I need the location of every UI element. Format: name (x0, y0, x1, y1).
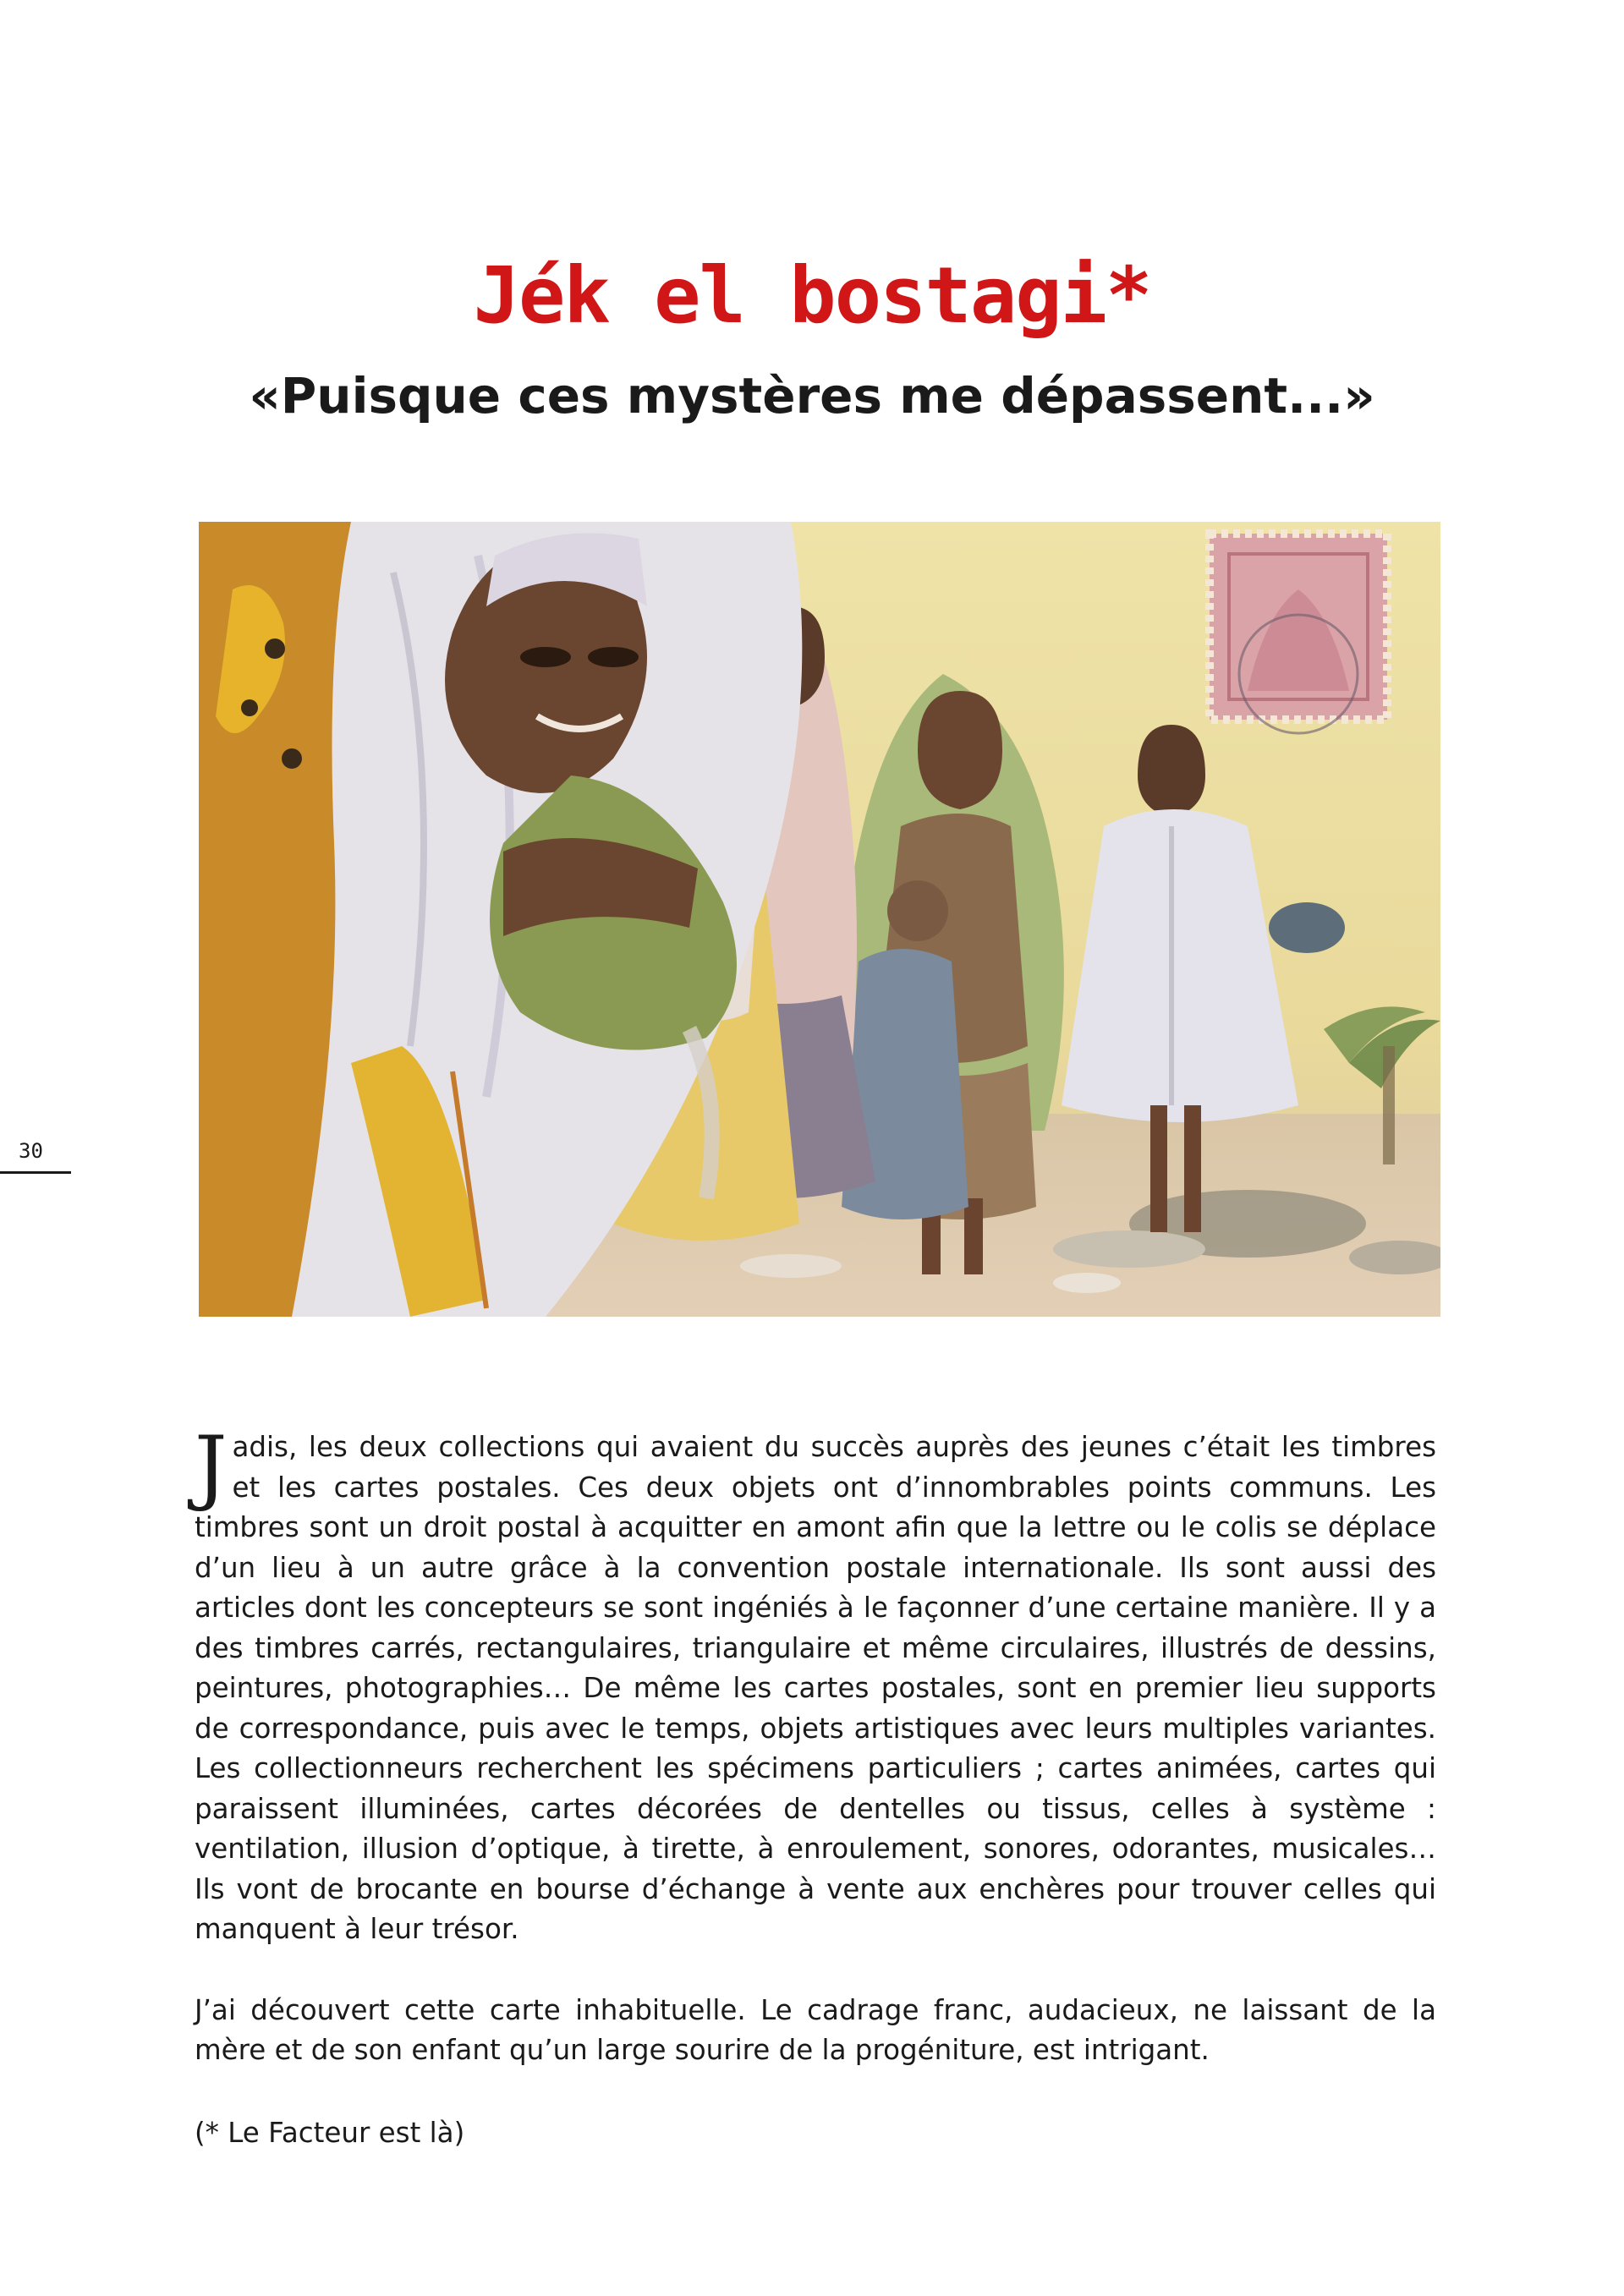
footnote: (* Le Facteur est là) (195, 2116, 465, 2149)
page-number: 30 (19, 1139, 43, 1163)
page-subtitle: «Puisque ces mystères me dépassent...» (249, 367, 1375, 425)
intro-paragraph (195, 1419, 1436, 1950)
page-number-rule (0, 1171, 71, 1174)
postcard-photo (199, 522, 1440, 1317)
drop-cap: J (195, 1419, 228, 1514)
second-paragraph: J’ai découvert cette carte inhabituelle. Le cadrage franc, audacieux, ne laissant de la mère et de son enfant qu’un large sourire de la progéniture, est intrigant. (195, 1993, 1436, 2066)
page-title: Jék el bostagi* (473, 250, 1151, 341)
article-body (195, 1419, 1436, 2153)
intro-text: adis, les deux collections qui avaient du succès auprès des jeunes c’était les timbres et les cartes postales. Ces deux objets ont d’innombrables points communs. Les timbres sont un droit postal à acquitter en amont afin que la lettre ou le colis se déplace d’un lieu à un autre grâce à la convention postale internationale. Ils sont aussi des articles dont les concepteurs se sont ingéniés à le façonner d’une certaine manière. Il y a des timbres carrés, rectangulaires, triangulaire et même circulaires, illustrés de dessins, peintures, photographies… De même les cartes postales, sont en premier lieu supports de correspondance, puis avec le temps, objets artistiques avec leurs multiples variantes. Les collectionneurs recherchent les spécimens particuliers ; cartes animées, cartes qui paraissent illuminées, cartes décorées de dentelles ou tissus, celles à système : ventilation, illusion d’optique, à tirette, à enroulement, sonores, odorantes, musicales… Ils vont de brocante en bourse d’échange à vente aux enchères pour trouver celles qui manquent à leur trésor. (195, 1431, 1436, 1945)
